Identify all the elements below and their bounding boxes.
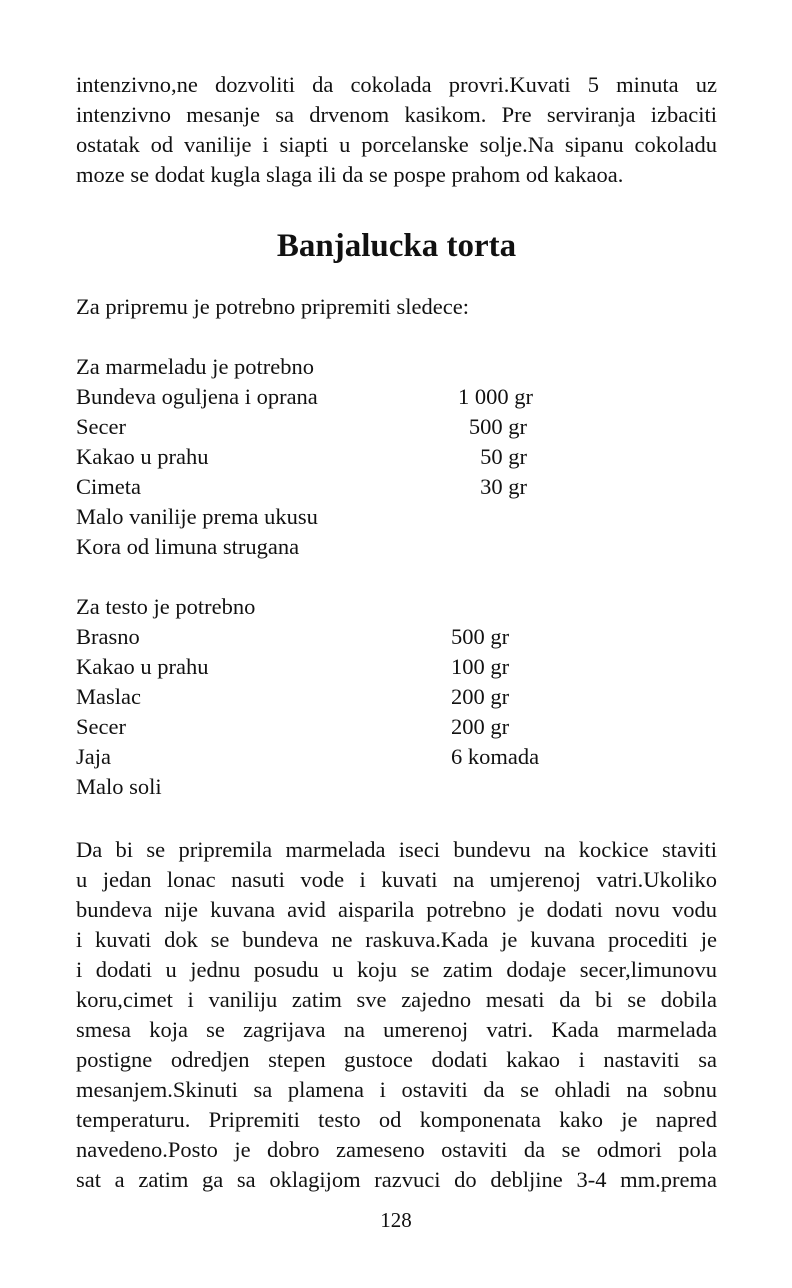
ingredient-qty: 200 gr <box>451 684 510 709</box>
ingredient-name: Secer <box>76 714 126 739</box>
ingredient-name: Kakao u prahu <box>76 654 209 679</box>
text-line: ostatak od vanilije i siapti u porcelanske solje.Na sipanu cokoladu <box>76 132 717 157</box>
text-line: i dodati u jednu posudu u koju se zatim dodaje secer,limunovu <box>76 957 717 982</box>
marmalade-ingredients <box>76 352 717 562</box>
text-line: intenzivno mesanje sa drvenom kasikom. Pre serviranja izbaciti <box>76 102 717 127</box>
ingredient-name: Brasno <box>76 624 140 649</box>
ingredient-row <box>76 442 717 472</box>
recipe-intro: Za pripremu je potrebno pripremiti sledece: <box>76 294 469 319</box>
ingredient-row <box>76 502 717 532</box>
ingredient-name: Jaja <box>76 744 111 769</box>
continued-paragraph <box>76 70 717 190</box>
text-line: intenzivno,ne dozvoliti da cokolada provri.Kuvati 5 minuta uz <box>76 72 717 97</box>
text-line: postigne odredjen stepen gustoce dodati kakao i nastaviti sa <box>76 1047 717 1072</box>
text-line: moze se dodat kugla slaga ili da se pospe prahom od kakaoa. <box>76 162 624 187</box>
text-line: sat a zatim ga sa oklagijom razvuci do debljine 3-4 mm.prema <box>76 1167 717 1192</box>
ingredient-name: Kakao u prahu <box>76 444 209 469</box>
ingredient-row <box>76 622 717 652</box>
text-line: Da bi se pripremila marmelada iseci bundevu na kockice staviti <box>76 837 717 862</box>
ingredient-row <box>76 412 717 442</box>
page-number: 128 <box>380 1208 412 1232</box>
ingredient-qty: 50 gr <box>480 444 527 469</box>
ingredient-row <box>76 472 717 502</box>
ingredient-name: Malo vanilije prema ukusu <box>76 504 318 529</box>
instructions-paragraph <box>76 835 717 1195</box>
ingredient-row <box>76 652 717 682</box>
text-line: navedeno.Posto je dobro zameseno ostaviti da se odmori pola <box>76 1137 717 1162</box>
ingredient-row <box>76 742 717 772</box>
text-line: mesanjem.Skinuti sa plamena i ostaviti da se ohladi na sobnu <box>76 1077 717 1102</box>
ingredient-row <box>76 532 717 562</box>
ingredient-qty: 500 gr <box>451 624 510 649</box>
ingredient-row <box>76 772 717 802</box>
ingredient-row <box>76 712 717 742</box>
ingredient-qty: 200 gr <box>451 714 510 739</box>
ingredient-name: Cimeta <box>76 474 141 499</box>
text-line: i kuvati dok se bundeva ne raskuva.Kada je kuvana procediti je <box>76 927 717 952</box>
ingredient-name: Kora od limuna strugana <box>76 534 300 559</box>
ingredient-qty: 1 000 gr <box>458 384 533 409</box>
document-page <box>76 70 717 1192</box>
text-line: smesa koja se zagrijava na umerenoj vatri. Kada marmelada <box>76 1017 717 1042</box>
text-line: bundeva nije kuvana avid aisparila potrebno je dodati novu vodu <box>76 897 717 922</box>
text-line: temperaturu. Pripremiti testo od komponenata kako je napred <box>76 1107 717 1132</box>
ingredient-qty: 100 gr <box>451 654 510 679</box>
list-heading: Za testo je potrebno <box>76 594 256 619</box>
ingredient-name: Secer <box>76 414 126 439</box>
ingredient-qty: 6 komada <box>451 744 540 769</box>
text-line: u jedan lonac nasuti vode i kuvati na umjerenoj vatri.Ukoliko <box>76 867 717 892</box>
ingredient-qty: 30 gr <box>480 474 527 499</box>
ingredient-name: Malo soli <box>76 774 162 799</box>
ingredient-qty: 500 gr <box>468 414 527 439</box>
recipe-title: Banjalucka torta <box>276 228 517 264</box>
list-heading: Za marmeladu je potrebno <box>76 354 315 379</box>
dough-ingredients <box>76 592 717 802</box>
ingredient-row <box>76 382 717 412</box>
text-line: koru,cimet i vaniliju zatim sve zajedno mesati da bi se dobila <box>76 987 717 1012</box>
ingredient-name: Bundeva oguljena i oprana <box>76 384 318 409</box>
ingredient-name: Maslac <box>76 684 141 709</box>
ingredient-row <box>76 682 717 712</box>
